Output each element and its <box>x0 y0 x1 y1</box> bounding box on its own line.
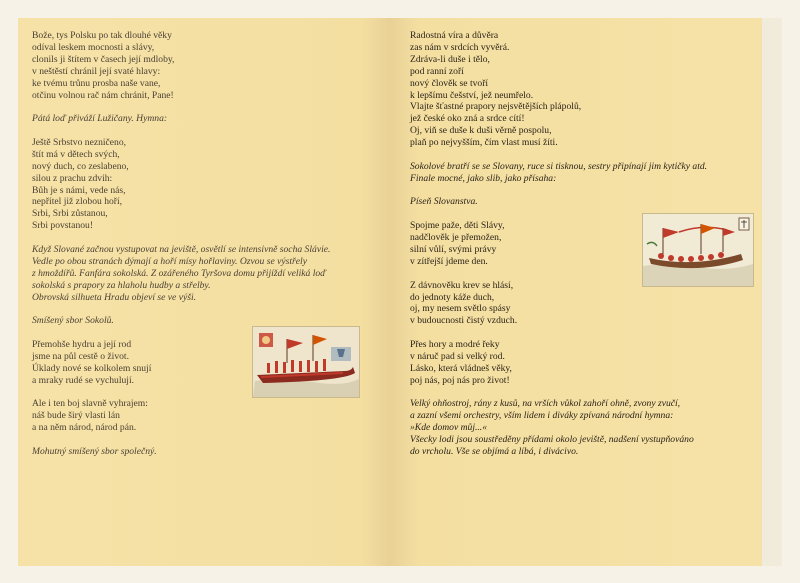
verse-line: silou z prachu zdvih: <box>32 172 113 184</box>
verse-line: Oj, viň se duše k duši věrně pospolu, <box>410 125 552 137</box>
verse-line: Ale i ten boj slavně vyhrajem: <box>32 398 148 410</box>
stage-direction: Když Slované začnou vystupovat na jeviště, osvětlí se intensivně socha Slávie. Vedle po obou stranách dýmají a hoří mísy hořlaviny. Ozvou se výstřely z hmoždířů. Fanfára sokolská. Z ozářeného Tyršova domu přijíždí veliká loď sokolská s prapory za hlaholu hudby a střelby. Obrovská silhueta Hradu objeví se ve výši. <box>32 243 331 303</box>
slavic-boat-icon <box>643 214 753 286</box>
verse-line: Ještě Srbstvo nezničeno, <box>32 136 127 148</box>
sokol-chorus-stanza <box>410 30 770 149</box>
verse-line: k lepšímu češství, jež neumřelo. <box>410 89 534 101</box>
verse-line: Zdráva-li duše i tělo, <box>410 53 490 65</box>
verse-line: v náruč pad si velký rod. <box>410 350 505 362</box>
verse-line: v neštěstí chránil její svaté hlavy: <box>32 65 161 77</box>
verse-line: clonils ji štítem v časech její mdloby, <box>32 53 175 65</box>
verse-line: silní vůlí, svými právy <box>410 243 497 255</box>
verse-line: Přes hory a modré řeky <box>410 339 500 351</box>
verse-line: Srbi povstanou! <box>32 220 94 232</box>
verse-line: Srbi, Srbi zůstanou, <box>32 208 108 220</box>
song-title: Píseň Slovanstva. <box>410 196 478 208</box>
verse-line: ke tvému trůnu prosba naše vane, <box>32 77 161 89</box>
verse-line: pod ranní zoří <box>410 65 464 77</box>
verse-line: otčinu volnou rač nám chránit, Pane! <box>32 89 174 101</box>
verse-line: jež české oko zná a srdce cítí! <box>410 113 525 125</box>
verse-line: a mraky rudé se vychulují. <box>32 374 135 386</box>
verse-line: odíval leskem mocnosti a slávy, <box>32 41 155 53</box>
verse-line: štít má v dětech svých, <box>32 148 120 160</box>
stage-direction: Smíšený sbor Sokolů. <box>32 315 114 327</box>
sokol-choir-stanza <box>32 398 272 434</box>
verse-line: v budoucnosti čistý vzduch. <box>410 315 518 327</box>
verse-line: poj nás, poj nás pro život! <box>410 374 510 386</box>
stage-direction: Sokolové bratří se se Slovany, ruce si tisknou, sestry připínají jim kytičky atd. Finale mocné, jako slib, jako přísaha: <box>410 160 708 184</box>
slavic-boat-illustration <box>642 213 754 287</box>
verse-line: Z dávnověku krev se hlásí, <box>410 279 514 291</box>
sokol-choir-stanza <box>32 339 272 387</box>
verse-line: do jednoty káže duch, <box>410 291 495 303</box>
verse-line: plaň po nejvyšším, čím vlast musí žíti. <box>410 137 558 149</box>
verse-line: jsme na půl cestě o život. <box>32 350 129 362</box>
stage-direction: Mohutný smíšený sbor společný. <box>32 445 157 457</box>
verse-line: Přemohše hydru a její rod <box>32 339 132 351</box>
verse-line: Spojme paže, děti Slávy, <box>410 220 505 232</box>
verse-line: Lásko, která vládneš věky, <box>410 362 512 374</box>
verse-line: nepřítel již zlobou hoří, <box>32 196 123 208</box>
verse-line: v zítřejší jdeme den. <box>410 255 488 267</box>
verse-line: nadčlověk je přemožen, <box>410 232 502 244</box>
verse-line: a na něm národ, národ pán. <box>32 422 137 434</box>
slavic-song-stanza <box>410 339 770 387</box>
verse-line: Bůh je s námi, vede nás, <box>32 184 126 196</box>
stage-direction: Pátá loď přiváží Lužičany. Hymna: <box>32 113 168 125</box>
verse-line: nový člověk se tvoří <box>410 77 489 89</box>
sokol-boat-illustration <box>252 326 360 398</box>
left-page-text <box>32 30 331 470</box>
verse-line: náš bude širý vlasti lán <box>32 410 120 422</box>
polish-hymn-stanza <box>32 30 272 101</box>
verse-line: zas nám v srdcích vyvěrá. <box>410 41 510 53</box>
stage-direction: Velký ohňostroj, rány z kusů, na vrších vůkol zahoří ohně, zvony zvučí, a zazní všemi orchestry, vším lidem i diváky zpívaná národní hymna: »Kde domov můj...« Všecky lodi jsou soustředěny přídami okolo jeviště, nadšení vystupňováno do vrcholu. Vše se objímá a líbá, i divácivo. <box>410 398 694 458</box>
verse-line: Úklady nové se kolkolem snují <box>32 362 152 374</box>
verse-line: Bože, tys Polsku po tak dlouhé věky <box>32 30 172 41</box>
verse-line: nový duch, co zeslabeno, <box>32 160 129 172</box>
sorbian-hymn-stanza <box>32 137 272 232</box>
verse-line: Vlajte šťastné prapory nejsvětějších plápolů, <box>410 101 582 113</box>
sokol-boat-icon <box>253 327 359 397</box>
verse-line: oj, my nesem světlo spásy <box>410 303 511 315</box>
verse-line: Radostná víra a důvěra <box>410 30 499 41</box>
